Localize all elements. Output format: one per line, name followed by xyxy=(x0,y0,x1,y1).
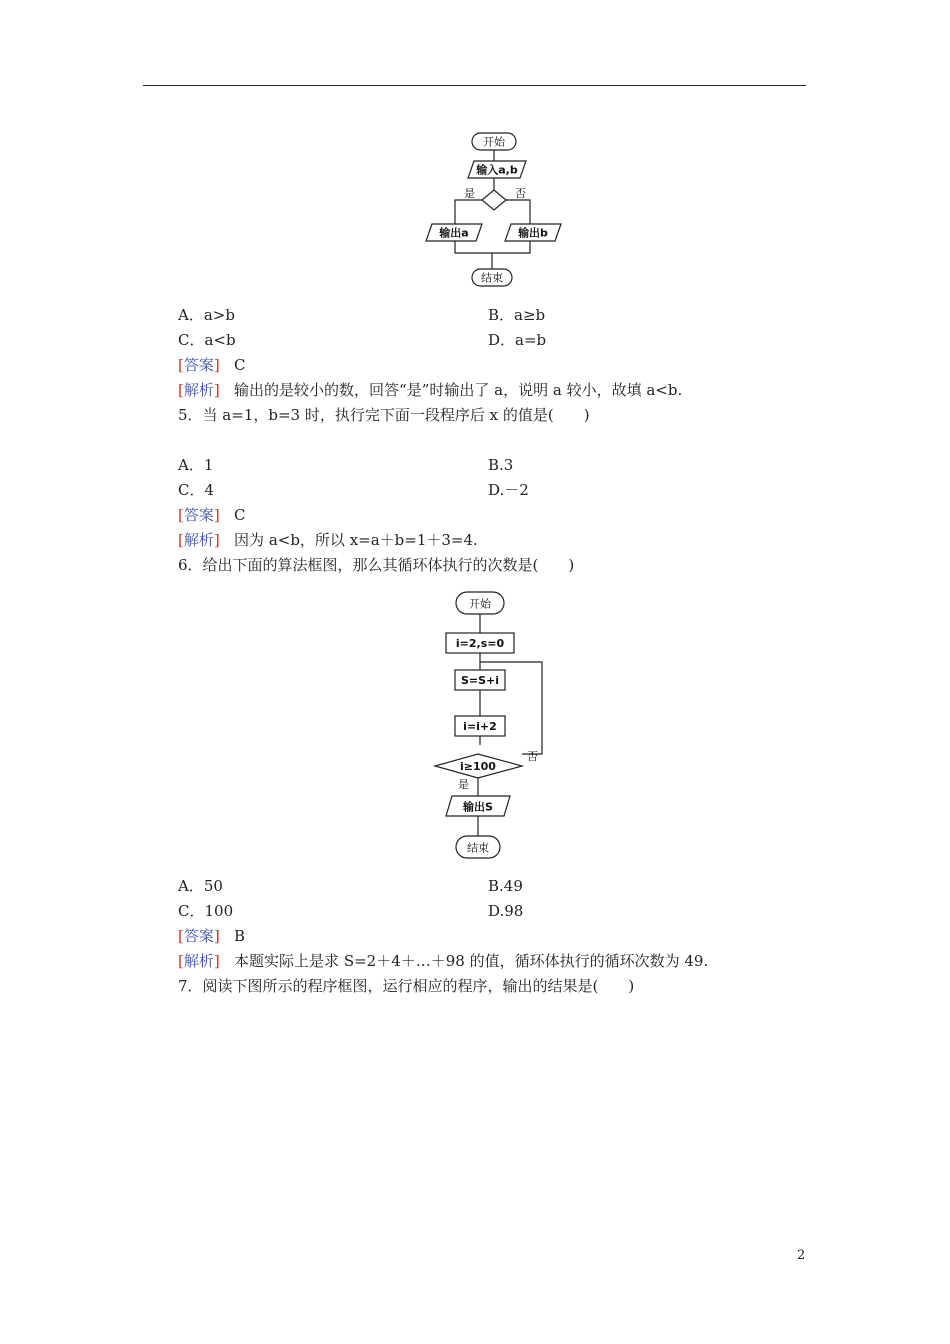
fc2-end-label: 结束 xyxy=(467,841,489,855)
fc2-start-label: 开始 xyxy=(469,597,491,611)
q4-analysis: [解析] 输出的是较小的数，回答“是”时输出了 a，说明 a 较小，故填 a<b. xyxy=(178,381,683,399)
q4-option-d: D．a=b xyxy=(488,331,547,349)
q6-option-c: C．100 xyxy=(178,902,234,920)
q4-answer: [答案] C xyxy=(178,356,246,374)
fc2-yes: 是 xyxy=(458,778,469,791)
q7-question: 7．阅读下图所示的程序框图，运行相应的程序，输出的结果是( ) xyxy=(178,977,635,995)
flowchart-2 xyxy=(432,588,552,866)
q6-answer: [答案] B xyxy=(178,927,246,945)
answer-tag: [答案] xyxy=(178,927,220,945)
q6-option-b: B.49 xyxy=(488,877,523,895)
fc1-out-b: 输出b xyxy=(518,226,548,240)
q4-option-a: A．a>b xyxy=(178,306,235,324)
q4-option-b: B．a≥b xyxy=(488,306,546,324)
q5-option-b: B.3 xyxy=(488,456,514,474)
q5-option-d: D.－2 xyxy=(488,481,529,499)
fc1-decision xyxy=(482,190,506,210)
fc1-yes: 是 xyxy=(464,187,475,200)
fc2-sum-label: S=S+i xyxy=(460,674,500,687)
q5-option-c: C．4 xyxy=(178,481,215,499)
fc1-out-a: 输出a xyxy=(439,226,469,240)
fc2-no: 否 xyxy=(527,750,538,763)
fc2-output-label: 输出S xyxy=(463,800,493,814)
analysis-tag: [解析] xyxy=(178,531,220,549)
answer-tag: [答案] xyxy=(178,506,220,524)
q6-question: 6．给出下面的算法框图，那么其循环体执行的次数是( ) xyxy=(178,556,575,574)
fc2-init-label: i=2,s=0 xyxy=(455,637,505,650)
q4-option-c: C．a<b xyxy=(178,331,236,349)
q5-option-a: A．1 xyxy=(178,456,214,474)
fc1-no: 否 xyxy=(515,187,526,200)
fc2-incr-label: i=i+2 xyxy=(463,720,497,733)
q5-answer: [答案] C xyxy=(178,506,246,524)
q5-question: 5．当 a=1，b=3 时，执行完下面一段程序后 x 的值是( ) xyxy=(178,406,590,424)
q6-option-a: A．50 xyxy=(178,877,223,895)
fc2-cond-label: i≥100 xyxy=(460,760,496,773)
fc1-input-label: 输入a,b xyxy=(476,163,518,177)
analysis-tag: [解析] xyxy=(178,952,220,970)
analysis-tag: [解析] xyxy=(178,381,220,399)
header-rule xyxy=(143,85,806,86)
fc1-start-label: 开始 xyxy=(483,135,505,149)
answer-tag: [答案] xyxy=(178,356,220,374)
q6-option-d: D.98 xyxy=(488,902,524,920)
q6-analysis: [解析] 本题实际上是求 S=2＋4＋…＋98 的值，循环体执行的循环次数为 49. xyxy=(178,952,709,970)
fc1-end-label: 结束 xyxy=(481,271,503,285)
flowchart-1 xyxy=(420,128,570,293)
page-number: 2 xyxy=(797,1248,806,1263)
q5-analysis: [解析] 因为 a<b，所以 x=a＋b=1＋3=4. xyxy=(178,531,478,549)
